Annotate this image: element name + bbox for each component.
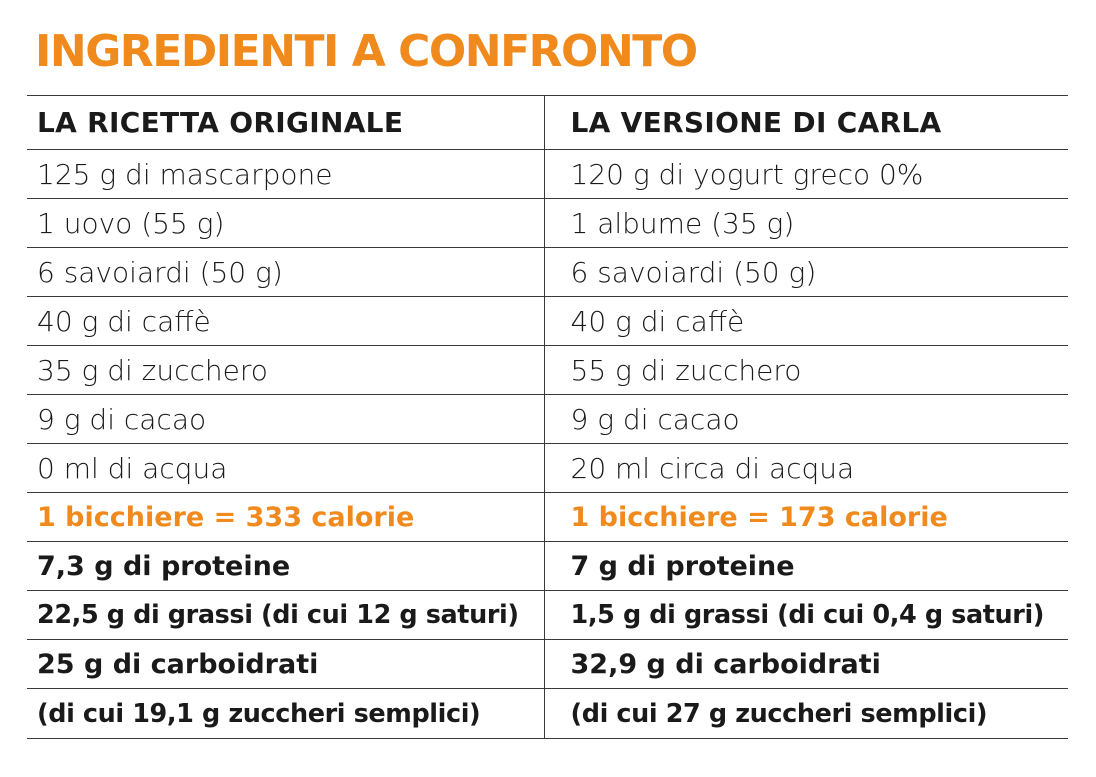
ingredient-carla: 1 albume (35 g): [544, 199, 1068, 248]
nutrition-carla: 7 g di proteine: [544, 542, 1068, 591]
page-title: INGREDIENTI A CONFRONTO: [35, 26, 697, 77]
table-row: [27, 444, 1068, 493]
header-carla-version: LA VERSIONE DI CARLA: [544, 96, 1068, 150]
nutrition-carla: 1,5 g di grassi (di cui 0,4 g saturi): [544, 591, 1068, 640]
ingredient-original: 35 g di zucchero: [27, 346, 544, 395]
ingredient-carla: 40 g di caffè: [544, 297, 1068, 346]
table-row: [27, 297, 1068, 346]
ingredient-original: 6 savoiardi (50 g): [27, 248, 544, 297]
ingredient-carla: 6 savoiardi (50 g): [544, 248, 1068, 297]
header-original-recipe: LA RICETTA ORIGINALE: [27, 96, 544, 150]
ingredient-carla: 9 g di cacao: [544, 395, 1068, 444]
table-row: [27, 640, 1068, 689]
calories-carla: 1 bicchiere = 173 calorie: [544, 493, 1068, 542]
table-row: [27, 199, 1068, 248]
nutrition-carla: 32,9 g di carboidrati: [544, 640, 1068, 689]
table-row: [27, 395, 1068, 444]
nutrition-original: 7,3 g di proteine: [27, 542, 544, 591]
ingredient-original: 0 ml di acqua: [27, 444, 544, 493]
ingredient-carla: 55 g di zucchero: [544, 346, 1068, 395]
nutrition-original: 25 g di carboidrati: [27, 640, 544, 689]
table-row: [27, 346, 1068, 395]
ingredient-carla: 20 ml circa di acqua: [544, 444, 1068, 493]
ingredient-original: 40 g di caffè: [27, 297, 544, 346]
table-row: [27, 150, 1068, 199]
table-header-row: [27, 96, 1068, 150]
ingredient-original: 125 g di mascarpone: [27, 150, 544, 199]
table-row: [27, 542, 1068, 591]
table-row: [27, 689, 1068, 739]
nutrition-original: (di cui 19,1 g zuccheri semplici): [27, 689, 544, 739]
calories-original: 1 bicchiere = 333 calorie: [27, 493, 544, 542]
nutrition-carla: (di cui 27 g zuccheri semplici): [544, 689, 1068, 739]
table-row: [27, 591, 1068, 640]
table-row: [27, 248, 1068, 297]
ingredient-carla: 120 g di yogurt greco 0%: [544, 150, 1068, 199]
ingredient-original: 1 uovo (55 g): [27, 199, 544, 248]
comparison-table: [27, 95, 1068, 739]
ingredient-original: 9 g di cacao: [27, 395, 544, 444]
nutrition-original: 22,5 g di grassi (di cui 12 g saturi): [27, 591, 544, 640]
calorie-row: [27, 493, 1068, 542]
